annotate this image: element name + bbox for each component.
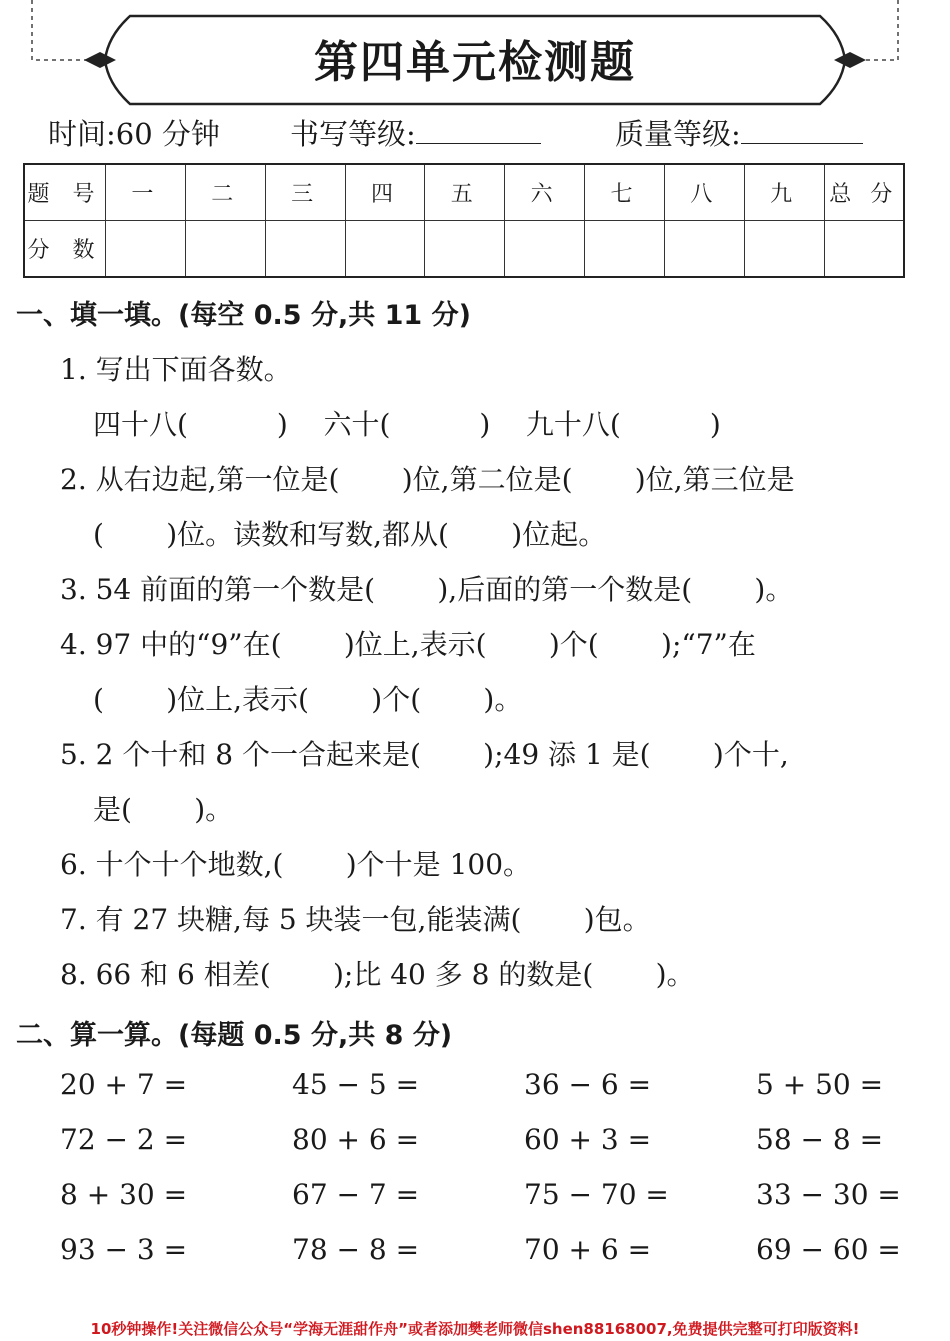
score-table-header-cell: 五 bbox=[425, 164, 505, 221]
calc-item: 5 + 50 = bbox=[756, 1068, 884, 1101]
question-4-cont: ( )位上,表示( )个( )。 bbox=[93, 683, 523, 716]
score-table-header-cell: 七 bbox=[585, 164, 665, 221]
section-2-heading: 二、算一算。(每题 0.5 分,共 8 分) bbox=[16, 1020, 453, 1051]
calc-item: 36 − 6 = bbox=[524, 1068, 652, 1101]
question-2: 2. 从右边起,第一位是( )位,第二位是( )位,第三位是 bbox=[60, 463, 795, 496]
score-table-header-cell: 九 bbox=[744, 164, 824, 221]
score-cell[interactable] bbox=[824, 221, 904, 278]
score-table-header-cell: 六 bbox=[505, 164, 585, 221]
writing-grade-field bbox=[290, 112, 541, 153]
quality-grade-blank[interactable] bbox=[741, 121, 863, 144]
writing-grade-blank[interactable] bbox=[416, 121, 541, 144]
calc-item: 72 − 2 = bbox=[60, 1123, 188, 1156]
calc-item: 78 − 8 = bbox=[292, 1233, 420, 1266]
score-cell[interactable] bbox=[345, 221, 425, 278]
left-diamond-icon bbox=[84, 52, 116, 68]
score-table-header-cell: 题 号 bbox=[24, 164, 106, 221]
question-5-cont: 是( )。 bbox=[93, 793, 234, 826]
question-3: 3. 54 前面的第一个数是( ),后面的第一个数是( )。 bbox=[60, 573, 794, 606]
section-1-heading: 一、填一填。(每空 0.5 分,共 11 分) bbox=[16, 300, 471, 331]
calc-item: 60 + 3 = bbox=[524, 1123, 652, 1156]
right-diamond-icon bbox=[834, 52, 866, 68]
calc-item: 93 − 3 = bbox=[60, 1233, 188, 1266]
time-label: 时间:60 分钟 bbox=[48, 117, 220, 151]
calc-item: 45 − 5 = bbox=[292, 1068, 420, 1101]
calc-item: 70 + 6 = bbox=[524, 1233, 652, 1266]
calc-item: 69 − 60 = bbox=[756, 1233, 901, 1266]
score-cell[interactable] bbox=[265, 221, 345, 278]
writing-grade-label: 书写等级: bbox=[290, 117, 416, 151]
score-cell[interactable] bbox=[744, 221, 824, 278]
question-2-cont: ( )位。读数和写数,都从( )位起。 bbox=[93, 518, 607, 551]
score-table-header-row bbox=[24, 164, 904, 221]
score-table-header-cell: 八 bbox=[664, 164, 744, 221]
quality-grade-label: 质量等级: bbox=[615, 117, 741, 151]
score-cell[interactable] bbox=[664, 221, 744, 278]
score-table-header-cell: 三 bbox=[265, 164, 345, 221]
score-table-header-cell: 一 bbox=[106, 164, 186, 221]
score-cell[interactable] bbox=[505, 221, 585, 278]
calc-item: 20 + 7 = bbox=[60, 1068, 188, 1101]
calc-item: 58 − 8 = bbox=[756, 1123, 884, 1156]
calc-item: 8 + 30 = bbox=[60, 1178, 188, 1211]
calc-item: 67 − 7 = bbox=[292, 1178, 420, 1211]
question-1-items: 四十八( ) 六十( ) 九十八( ) bbox=[93, 408, 721, 441]
question-7: 7. 有 27 块糖,每 5 块装一包,能装满( )包。 bbox=[60, 903, 651, 936]
score-row-label: 分 数 bbox=[24, 221, 106, 278]
question-4: 4. 97 中的“9”在( )位上,表示( )个( );“7”在 bbox=[60, 628, 756, 661]
quality-grade-field bbox=[615, 112, 863, 153]
score-cell[interactable] bbox=[185, 221, 265, 278]
score-table-header-cell: 四 bbox=[345, 164, 425, 221]
question-1: 1. 写出下面各数。 bbox=[60, 353, 292, 386]
score-cell[interactable] bbox=[425, 221, 505, 278]
calc-item: 75 − 70 = bbox=[524, 1178, 669, 1211]
score-table-header-cell: 总 分 bbox=[824, 164, 904, 221]
question-5: 5. 2 个十和 8 个一合起来是( );49 添 1 是( )个十, bbox=[60, 738, 789, 771]
footer-promo: 10秒钟操作!关注微信公众号“学海无涯甜作舟”或者添加樊老师微信shen88168007,免费提供完整可打印版资料! bbox=[90, 1320, 860, 1338]
calc-item: 33 − 30 = bbox=[756, 1178, 901, 1211]
score-cell[interactable] bbox=[585, 221, 665, 278]
question-8: 8. 66 和 6 相差( );比 40 多 8 的数是( )。 bbox=[60, 958, 695, 991]
score-cell[interactable] bbox=[106, 221, 186, 278]
score-table bbox=[23, 163, 905, 278]
score-table-score-row bbox=[24, 221, 904, 278]
question-6: 6. 十个十个地数,( )个十是 100。 bbox=[60, 848, 532, 881]
calc-item: 80 + 6 = bbox=[292, 1123, 420, 1156]
page-title: 第四单元检测题 bbox=[314, 37, 636, 88]
score-table-header-cell: 二 bbox=[185, 164, 265, 221]
